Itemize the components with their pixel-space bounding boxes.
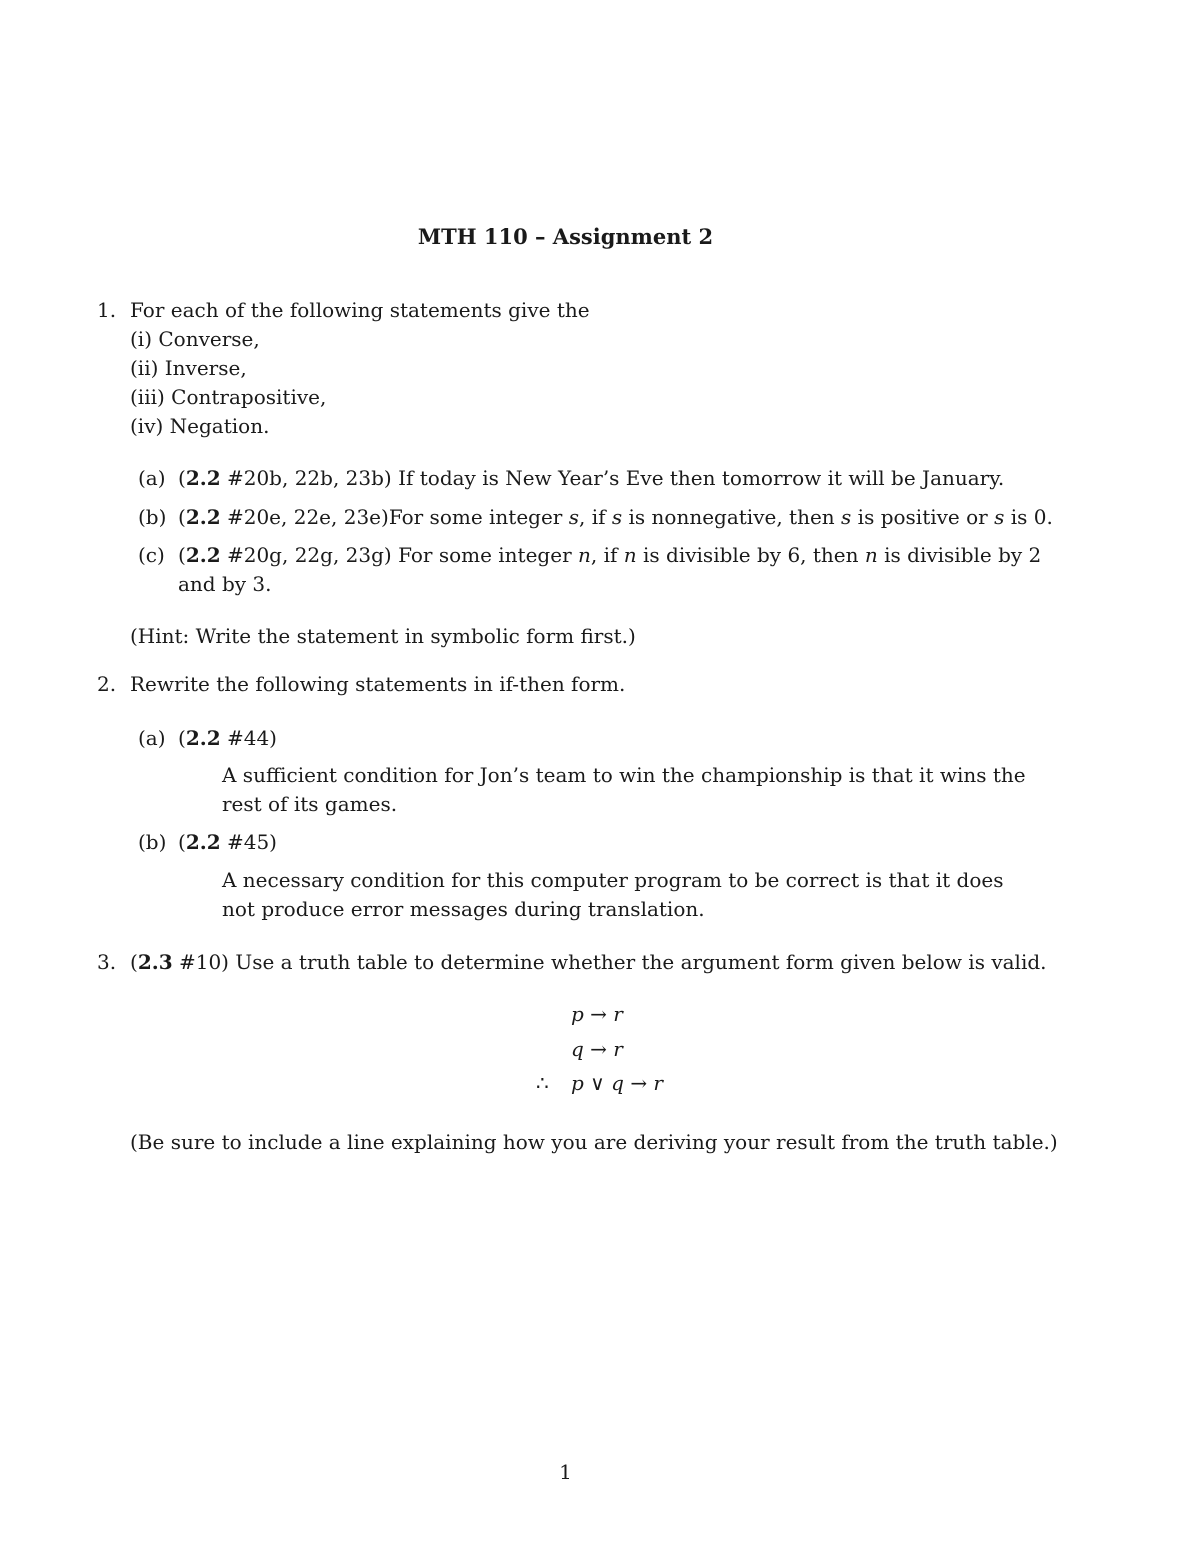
page-number: 1 — [559, 1460, 572, 1484]
part-2a-ref-line: (2.2 #44) — [178, 726, 277, 750]
question-1-number: 1. — [97, 298, 117, 322]
question-3-note: (Be sure to include a line explaining how you are deriving your result from the truth table.) — [130, 1130, 1058, 1154]
part-2b-ref: 2.2 — [185, 830, 221, 854]
part-1c-label: (c) — [138, 543, 165, 567]
question-2-intro: Rewrite the following statements in if-then form. — [130, 672, 626, 696]
question-2-number: 2. — [97, 672, 117, 696]
therefore-symbol: ∴ — [536, 1071, 549, 1095]
part-1a-label: (a) — [138, 466, 166, 490]
part-1c-ref: 2.2 — [185, 543, 221, 567]
part-2b-label: (b) — [138, 830, 167, 854]
part-1a-statement: If today is New Year’s Eve then tomorrow it will be January. — [391, 466, 1005, 490]
part-2b-ref-line: (2.2 #45) — [178, 830, 277, 854]
argument-conclusion: p ∨ q → r — [571, 1071, 663, 1095]
question-1-intro: For each of the following statements give the — [130, 298, 590, 322]
part-1b-text: (2.2 #20e, 22e, 23e)For some integer s, if s is nonnegative, then s is positive or s is 0. — [178, 505, 1053, 529]
part-1a-ref: 2.2 — [185, 466, 221, 490]
question-1-options — [130, 325, 326, 441]
argument-premise-2: q → r — [571, 1037, 623, 1061]
page-title: MTH 110 – Assignment 2 — [417, 224, 714, 249]
question-3-ref: 2.3 — [137, 950, 173, 974]
part-1b-label: (b) — [138, 505, 167, 529]
option-negation: (iv) Negation. — [130, 414, 270, 438]
argument-premise-1: p → r — [571, 1002, 623, 1026]
part-2a-ref: 2.2 — [185, 726, 221, 750]
option-converse: (i) Converse, — [130, 327, 260, 351]
question-3-number: 3. — [97, 950, 117, 974]
part-2a-statement: A sufficient condition for Jon’s team to win the championship is that it wins the rest of its games. — [222, 763, 1026, 816]
part-1c-text: (2.2 #20g, 22g, 23g) For some integer n, if n is divisible by 6, then n is divisible by 2 and by 3. — [178, 543, 1042, 596]
question-3-text: (2.3 #10) Use a truth table to determine whether the argument form given below is valid. — [130, 950, 1047, 974]
part-1a-text: (2.2 #20b, 22b, 23b) If today is New Year’s Eve then tomorrow it will be January. — [178, 466, 1005, 490]
question-1-hint: (Hint: Write the statement in symbolic form first.) — [130, 624, 636, 648]
part-1b-ref: 2.2 — [185, 505, 221, 529]
part-2a-label: (a) — [138, 726, 166, 750]
option-contrapositive: (iii) Contrapositive, — [130, 385, 327, 409]
option-inverse: (ii) Inverse, — [130, 356, 247, 380]
part-2b-statement: A necessary condition for this computer program to be correct is that it does not produce error messages during translation. — [222, 868, 1004, 921]
